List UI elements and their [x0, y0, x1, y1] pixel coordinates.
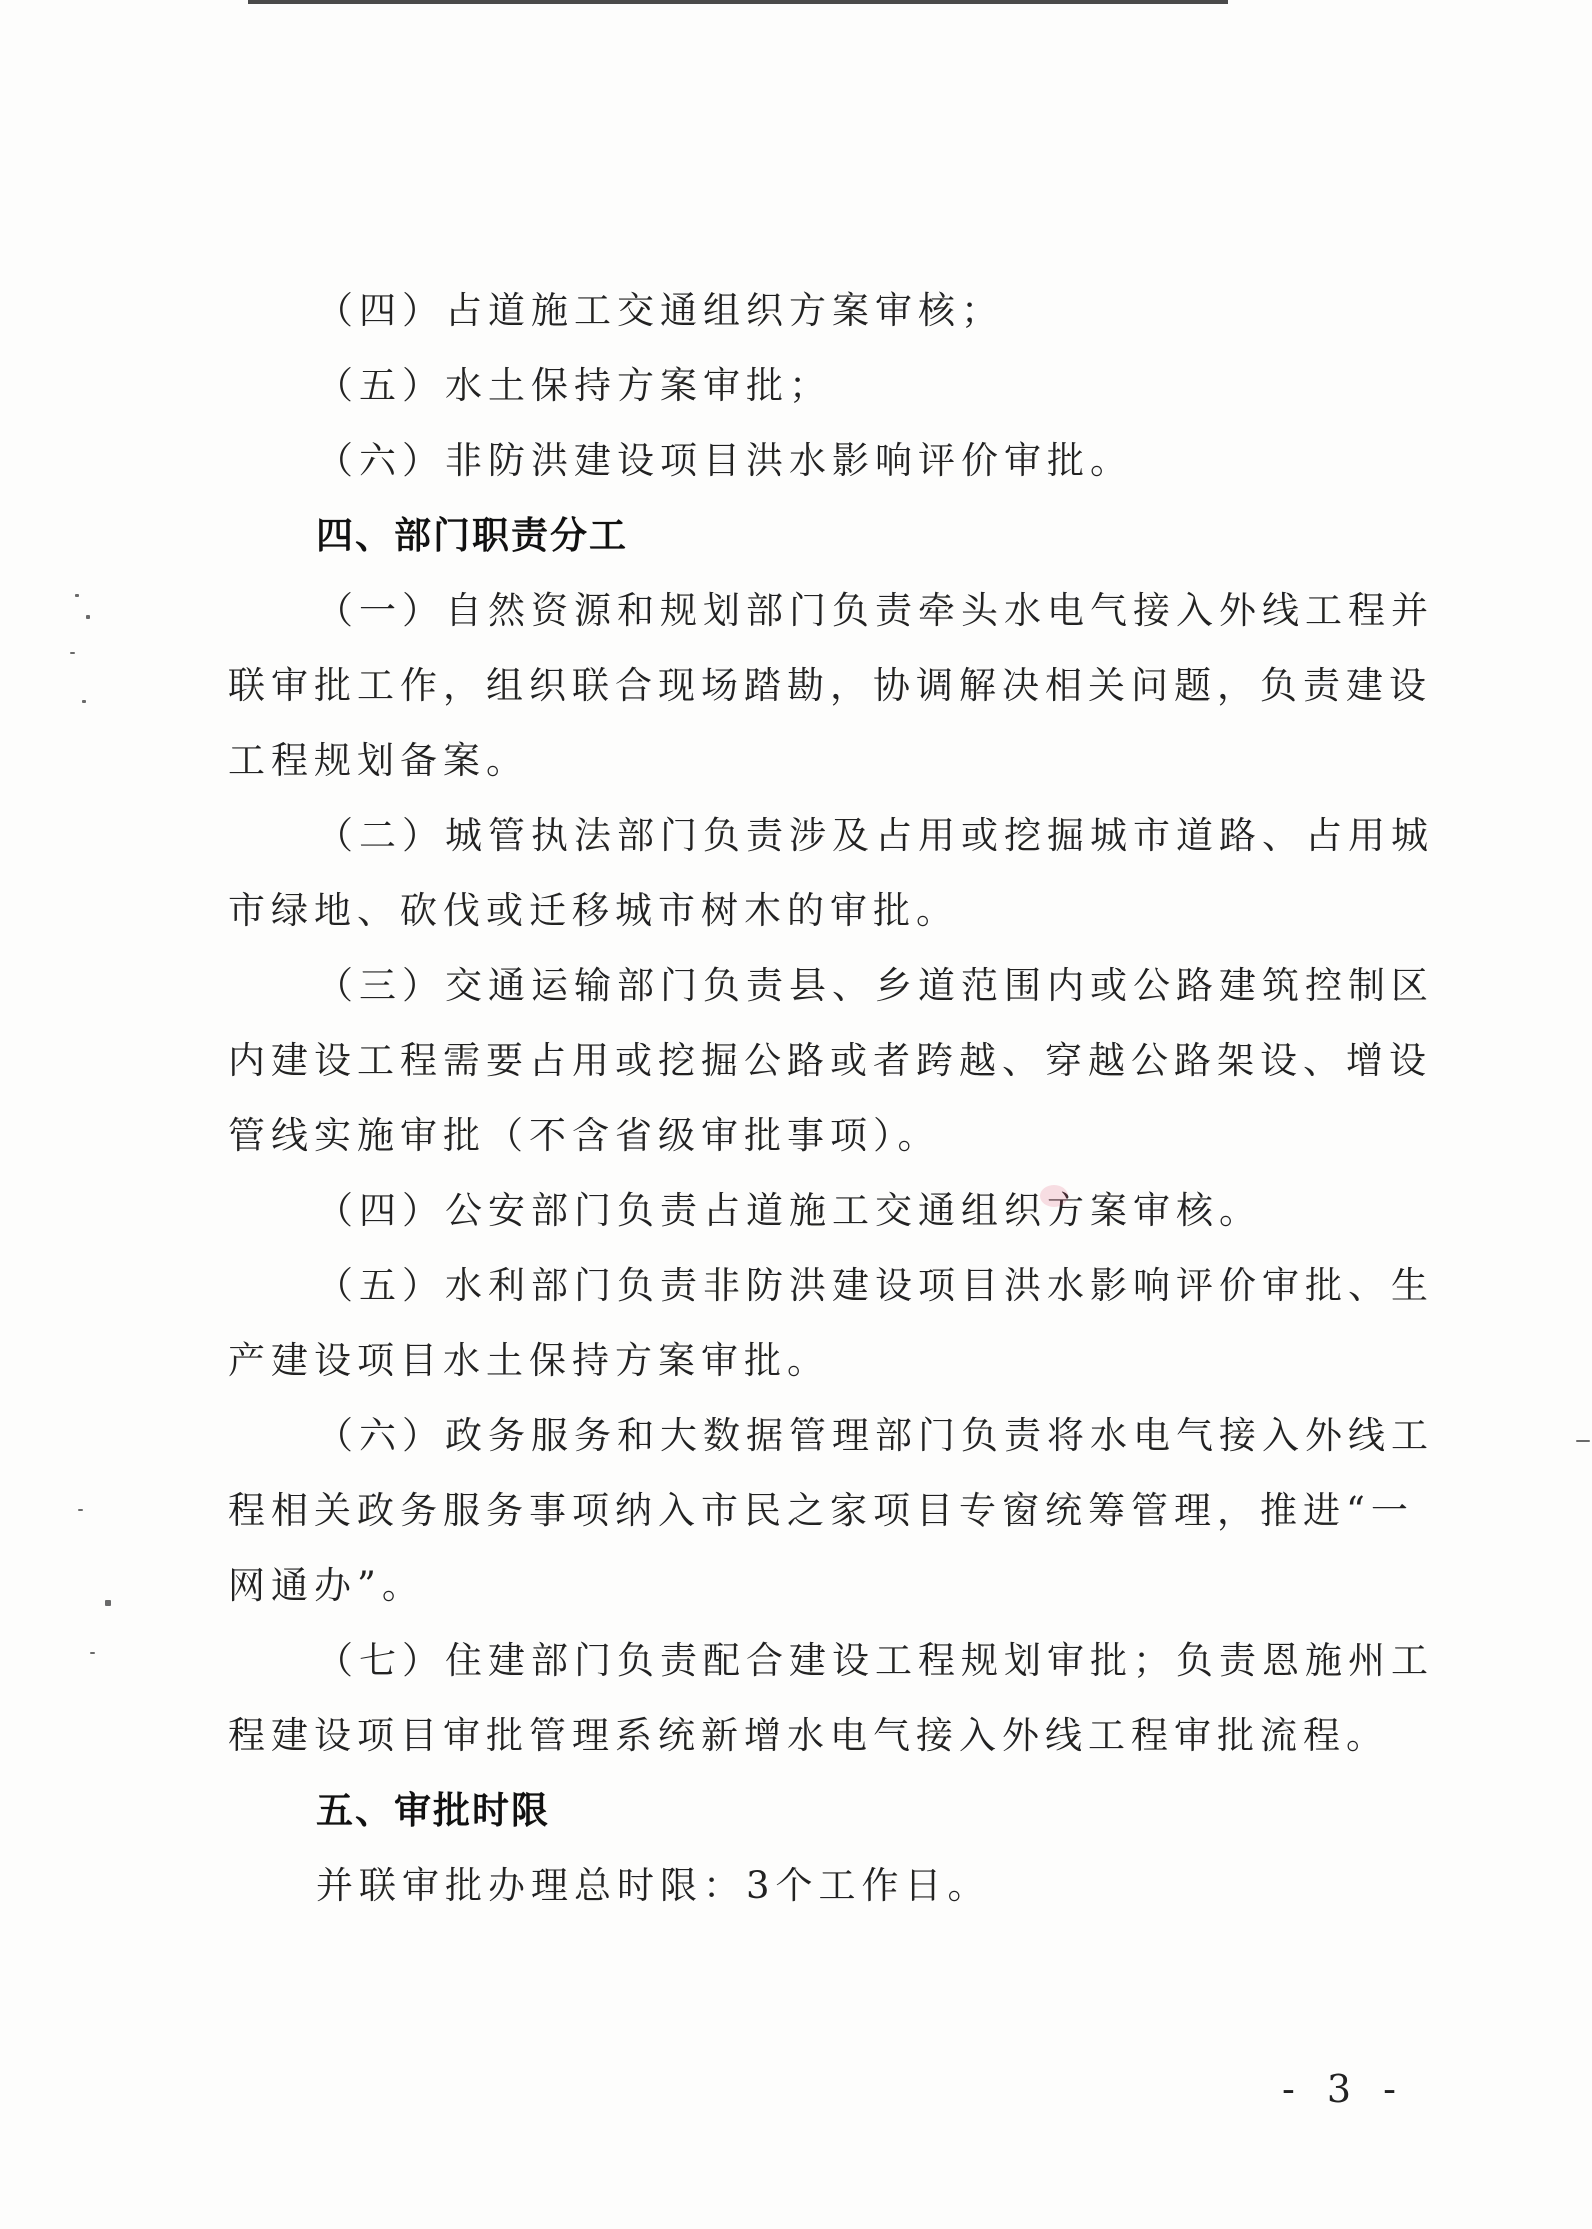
- page-number: - 3 -: [1281, 2067, 1406, 2111]
- stamp-mark: [1040, 1185, 1068, 1207]
- body-line: 工程规划备案。: [228, 739, 529, 782]
- body-line: 内建设工程需要占用或挖掘公路或者跨越、穿越公路架设、增设: [228, 1039, 1432, 1082]
- body-line: （四）公安部门负责占道施工交通组织方案审核。: [316, 1189, 1262, 1232]
- body-line: 管线实施审批（不含省级审批事项）。: [228, 1114, 941, 1157]
- body-line: （五）水土保持方案审批；: [316, 364, 832, 407]
- body-line: （六）政务服务和大数据管理部门负责将水电气接入外线工: [316, 1414, 1434, 1457]
- body-line: 程相关政务服务事项纳入市民之家项目专窗统筹管理，推进“一: [228, 1489, 1414, 1532]
- section-heading: 四、部门职责分工: [316, 514, 628, 557]
- body-line: （四）占道施工交通组织方案审核；: [316, 289, 1004, 332]
- section-heading: 五、审批时限: [316, 1789, 550, 1832]
- body-line: （六）非防洪建设项目洪水影响评价审批。: [316, 439, 1133, 482]
- body-line: （二）城管执法部门负责涉及占用或挖掘城市道路、占用城: [316, 814, 1434, 857]
- body-line: 产建设项目水土保持方案审批。: [228, 1339, 830, 1382]
- top-border-line: [248, 0, 1228, 4]
- body-line: （三）交通运输部门负责县、乡道范围内或公路建筑控制区: [316, 964, 1434, 1007]
- body-line: 程建设项目审批管理系统新增水电气接入外线工程审批流程。: [228, 1714, 1389, 1757]
- body-line: （七）住建部门负责配合建设工程规划审批；负责恩施州工: [316, 1639, 1434, 1682]
- body-line: 并联审批办理总时限：3个工作日。: [316, 1864, 991, 1907]
- body-line: 市绿地、砍伐或迁移城市树木的审批。: [228, 889, 959, 932]
- body-line: （五）水利部门负责非防洪建设项目洪水影响评价审批、生: [316, 1264, 1434, 1307]
- body-line: 联审批工作，组织联合现场踏勘，协调解决相关问题，负责建设: [228, 664, 1432, 707]
- body-line: 网通办”。: [228, 1564, 425, 1607]
- body-line: （一）自然资源和规划部门负责牵头水电气接入外线工程并: [316, 589, 1434, 632]
